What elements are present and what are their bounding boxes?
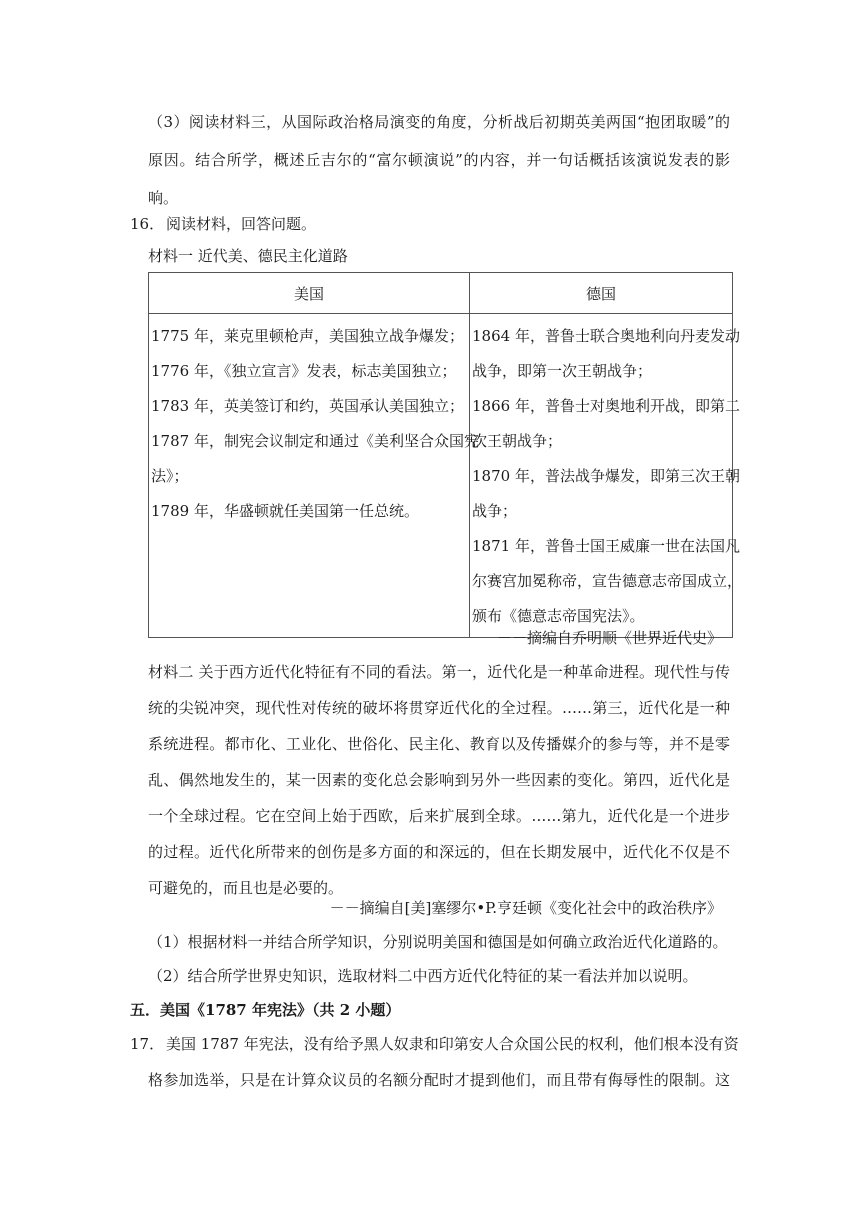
usa-event-line: 1775 年，莱克里顿枪声，美国独立战争爆发；	[151, 327, 464, 345]
usa-event-line: 1783 年，英美签订和约，英国承认美国独立；	[151, 397, 464, 415]
question-16-stem: 阅读材料，回答问题。	[166, 215, 317, 233]
germany-event-line: 1866 年，普鲁士对奥地利开战，即第二	[472, 397, 740, 415]
table-body-row	[149, 314, 733, 638]
material-2-source: －－摘编自[美]塞缪尔•P.亨廷顿《变化社会中的政治秩序》	[329, 899, 722, 917]
material-2-line-2: 统的尖锐冲突，现代性对传统的破坏将贯穿近代化的全过程。……第三，近代化是一种	[148, 699, 730, 717]
question-17-number: 17．	[130, 1035, 165, 1053]
germany-event-line: 战争，即第一次王朝战争；	[472, 362, 653, 380]
germany-event-line: 尔赛宫加冕称帝，宣告德意志帝国成立，	[472, 572, 743, 590]
q16-subquestion-2: （2）结合所学世界史知识，选取材料二中西方近代化特征的某一看法并加以说明。	[148, 967, 698, 985]
usa-event-line: 1787 年，制宪会议制定和通过《美利坚合众国宪	[151, 432, 479, 450]
usa-event-line: 1776 年，《独立宣言》发表，标志美国独立；	[151, 362, 457, 380]
germany-event-line: 次王朝战争；	[472, 432, 563, 450]
germany-event-line: 1864 年，普鲁士联合奥地利向丹麦发动	[472, 327, 740, 345]
usa-cell	[149, 314, 479, 638]
q15-part3-line-1: （3）阅读材料三，从国际政治格局演变的角度，分析战后初期英美两国“抱团取暖”的	[148, 113, 730, 131]
table-header-germany: 德国	[470, 273, 733, 314]
material-2-line-6: 的过程。近代化所带来的创伤是多方面的和深远的，但在长期发展中，近代化不仅是不	[148, 843, 730, 861]
material-2-line-1: 材料二 关于西方近代化特征有不同的看法。第一，近代化是一种革命进程。现代性与传	[148, 663, 730, 681]
material-2-line-3: 系统进程。都市化、工业化、世俗化、民主化、教育以及传播媒介的参与等，并不是零	[148, 735, 730, 753]
material-2-line-4: 乱、偶然地发生的，某一因素的变化总会影响到另外一些因素的变化。第四，近代化是	[148, 771, 730, 789]
usa-event-line: 法》；	[151, 467, 189, 485]
q15-part3-line-3: 响。	[148, 189, 179, 207]
question-16-number: 16．	[130, 215, 165, 233]
material-1-source: －－摘编自乔明顺《世界近代史》	[496, 629, 722, 647]
usa-event-line: 1789 年，华盛顿就任美国第一任总统。	[151, 502, 419, 520]
germany-event-line: 1871 年，普鲁士国王威廉一世在法国凡	[472, 537, 740, 555]
material-1-table	[148, 272, 743, 638]
germany-cell	[470, 314, 743, 638]
q16-subquestion-1: （1）根据材料一并结合所学知识，分别说明美国和德国是如何确立政治近代化道路的。	[148, 933, 728, 951]
germany-event-line: 颁布《德意志帝国宪法》。	[472, 607, 645, 625]
question-17-line-2: 格参加选举，只是在计算众议员的名额分配时才提到他们，而且带有侮辱性的限制。这	[148, 1071, 730, 1089]
table-header-usa: 美国	[149, 273, 470, 314]
q15-part3-line-2: 原因。结合所学，概述丘吉尔的“富尔顿演说”的内容，并一句话概括该演说发表的影	[148, 151, 730, 169]
germany-event-line: 战争；	[472, 502, 518, 520]
material-2-line-5: 一个全球过程。它在空间上始于西欧，后来扩展到全球。……第九，近代化是一个进步	[148, 807, 730, 825]
germany-event-line: 1870 年，普法战争爆发，即第三次王朝	[472, 467, 740, 485]
material-1-title: 材料一 近代美、德民主化道路	[148, 247, 348, 265]
table-header-row	[149, 273, 733, 314]
material-2-line-7: 可避免的，而且也是必要的。	[148, 879, 344, 897]
section-5-heading: 五．美国《1787 年宪法》（共 2 小题）	[130, 1001, 401, 1019]
question-17-line-1: 美国 1787 年宪法，没有给予黑人奴隶和印第安人合众国公民的权利，他们根本没有资	[166, 1035, 739, 1053]
